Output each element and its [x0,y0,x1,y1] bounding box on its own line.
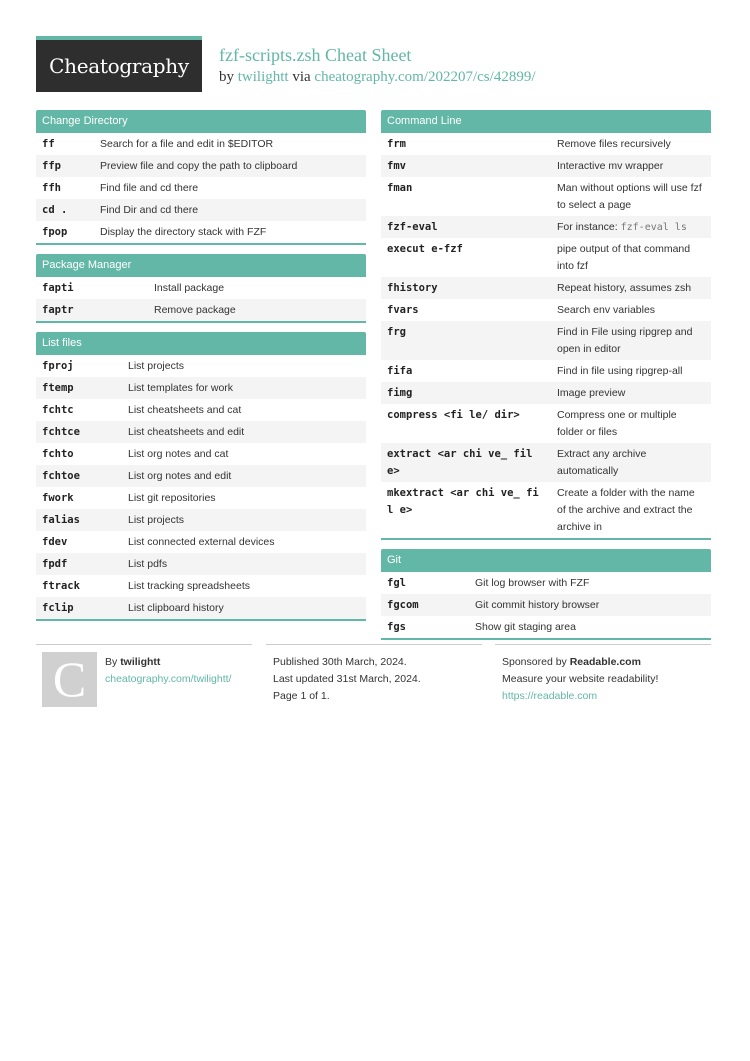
description-cell [94,199,366,221]
table-row [381,216,711,238]
description-cell [551,177,711,216]
table-row [36,575,366,597]
cheatography-logo[interactable] [36,36,202,92]
sponsor-tagline: Measure your website readability! [502,673,659,685]
command-cell: fman [387,181,413,194]
description-cell [122,355,366,377]
footer-by-label: By [105,656,118,668]
cheat-table [36,133,366,243]
description-text: Display the directory stack with FZF [100,225,267,238]
table-row [36,155,366,177]
command-cell: extract <ar chi ve_ fil e> [381,443,551,482]
table-row [36,133,366,155]
description-text: List pdfs [128,557,168,570]
description-text: Search for a file and edit in $EDITOR [100,137,274,150]
table-row [36,443,366,465]
footer-dates [266,644,482,705]
cheat-table [381,133,711,538]
left-column [36,110,366,630]
description-text: Find in File using ripgrep and open in editor [557,325,693,355]
description-text: List projects [128,359,185,372]
table-row [381,277,711,299]
description-cell [122,575,366,597]
command-cell: fwork [42,491,74,504]
command-cell: mkextract <ar chi ve_ fi l e> [387,486,546,516]
description-cell [122,465,366,487]
command-cell: fapti [42,281,74,294]
table-row [36,509,366,531]
description-text: List cheatsheets and edit [128,425,245,438]
table-row [36,299,366,321]
description-text: List tracking spreadsheets [128,579,250,592]
description-cell [122,531,366,553]
byline [219,67,535,87]
command-cell: ff [42,137,55,150]
section-title: Command Line [381,110,711,133]
command-cell: ffh [42,181,61,194]
description-cell [551,482,711,538]
description-text: Image preview [557,386,626,399]
description-text: List projects [128,513,185,526]
description-cell [122,509,366,531]
description-cell [551,443,711,482]
cheat-table [381,572,711,638]
description-text: Install package [154,281,225,294]
description-text: Find in file using ripgrep-all [557,364,683,377]
command-cell: fchto [42,447,74,460]
command-cell: compress <fi le/ dir> [387,408,520,421]
command-cell: frm [387,137,406,150]
description-text: Extract any archive automatically [557,447,647,477]
command-cell: fgcom [381,594,469,616]
description-text: Compress one or multiple folder or files [557,408,677,438]
table-row [381,382,711,404]
description-text: Git log browser with FZF [475,576,590,589]
section-title: Git [381,549,711,572]
title-block [219,44,535,87]
author-link[interactable]: twilightt [237,69,289,85]
table-row [381,133,711,155]
description-cell [551,155,711,177]
section-git [381,549,711,640]
command-cell: frg [381,321,551,360]
description-cell [122,443,366,465]
table-row [36,199,366,221]
description-cell [94,221,366,243]
command-cell: fpop [42,225,68,238]
command-cell: fhistory [381,277,551,299]
description-cell [551,404,711,443]
description-cell [469,616,711,638]
table-row [36,177,366,199]
footer-author-url[interactable]: cheatography.com/twilightt/ [105,673,232,685]
description-cell [122,597,366,619]
description-cell [94,133,366,155]
table-row [381,404,711,443]
table-row [381,321,711,360]
table-row [381,238,711,277]
description-text: List cheatsheets and cat [128,403,242,416]
footer-author-name[interactable]: twilightt [120,656,161,668]
avatar [42,652,97,707]
section-command-line [381,110,711,540]
table-row [381,443,711,482]
via-label: via [292,69,311,85]
table-row [36,421,366,443]
table-row [381,482,711,538]
table-row [36,531,366,553]
command-cell: fgl [387,576,406,589]
page-title: fzf-scripts.zsh Cheat Sheet [219,45,412,65]
description-text: Remove package [154,303,236,316]
command-cell: fvars [387,303,419,316]
description-text: Search env variables [557,303,656,316]
description-cell [122,399,366,421]
description-text: Man without options will use fzf to select a page [557,181,702,211]
command-cell: fpdf [36,553,122,575]
command-cell: fchtoe [36,465,122,487]
sponsored-label: Sponsored by [502,656,567,668]
table-row [381,594,711,616]
description-text: Git commit history browser [475,598,600,611]
logo-text: Cheatography [49,54,189,78]
description-cell [551,216,711,238]
description-cell [551,238,711,277]
command-cell: execut e-fzf [387,242,463,255]
description-text: List git repositories [128,491,216,504]
table-row [36,355,366,377]
description-cell [122,421,366,443]
description-text: List clipboard history [128,601,224,614]
table-row [36,465,366,487]
command-cell: falias [36,509,122,531]
command-cell: cd . [36,199,94,221]
command-cell: fifa [387,364,413,377]
sponsor-url[interactable]: https://readable.com [502,690,598,702]
description-cell [469,594,711,616]
description-text: Repeat history, assumes zsh [557,281,692,294]
table-row [381,616,711,638]
cheat-table [36,277,366,321]
page-number: Page 1 of 1. [273,690,330,702]
table-row [381,155,711,177]
by-label: by [219,69,234,85]
table-row [381,572,711,594]
description-cell [551,382,711,404]
description-text: Create a folder with the name of the archive and extract the archive in [557,486,695,533]
sheet-url-link[interactable]: cheatography.com/202207/cs/42899/ [314,69,536,85]
command-cell: fimg [381,382,551,404]
command-cell: fproj [42,359,74,372]
avatar-letter: C [52,651,87,707]
footer-author [36,644,252,707]
table-row [36,377,366,399]
table-row [36,553,366,575]
table-row [36,399,366,421]
description-cell [551,321,711,360]
command-cell: ffp [36,155,94,177]
description-cell [122,487,366,509]
section-change-directory [36,110,366,245]
command-cell: ftrack [42,579,80,592]
section-title: List files [36,332,366,355]
description-text: Remove files recursively [557,137,671,150]
description-text: Find file and cd there [100,181,199,194]
description-text: pipe output of that command into fzf [557,242,691,272]
description-text: Show git staging area [475,620,576,633]
published-date: Published 30th March, 2024. [273,656,407,668]
footer-sponsor [495,644,711,705]
description-text: For instance: [557,220,621,233]
description-cell [551,133,711,155]
table-row [381,360,711,382]
command-cell: ftemp [36,377,122,399]
table-row [36,597,366,619]
sponsor-name[interactable]: Readable.com [569,656,641,668]
table-row [381,299,711,321]
cheat-table [36,355,366,619]
command-cell: fgs [387,620,406,633]
description-text: List org notes and edit [128,469,232,482]
command-cell: fmv [381,155,551,177]
table-row [36,221,366,243]
command-cell: fchtce [36,421,122,443]
description-cell [551,299,711,321]
table-row [36,277,366,299]
description-cell [122,377,366,399]
description-cell [551,277,711,299]
description-cell [148,277,366,299]
right-column [381,110,711,649]
description-text: Preview file and copy the path to clipboard [100,159,298,172]
updated-date: Last updated 31st March, 2024. [273,673,421,685]
description-cell [122,553,366,575]
description-cell [148,299,366,321]
description-cell [94,155,366,177]
table-row [381,177,711,216]
description-text: List org notes and cat [128,447,229,460]
table-row [36,487,366,509]
command-cell: fchtc [42,403,74,416]
description-cell [469,572,711,594]
command-cell: fzf-eval [381,216,551,238]
inline-code: fzf-eval ls [620,221,687,233]
description-text: Find Dir and cd there [100,203,199,216]
section-title: Package Manager [36,254,366,277]
description-text: List templates for work [128,381,234,394]
description-cell [551,360,711,382]
footer [36,644,711,714]
section-title: Change Directory [36,110,366,133]
command-cell: faptr [36,299,148,321]
section-package-manager [36,254,366,323]
description-text: List connected external devices [128,535,275,548]
command-cell: fclip [36,597,122,619]
command-cell: fdev [42,535,68,548]
description-cell [94,177,366,199]
description-text: Interactive mv wrapper [557,159,664,172]
section-list-files [36,332,366,621]
